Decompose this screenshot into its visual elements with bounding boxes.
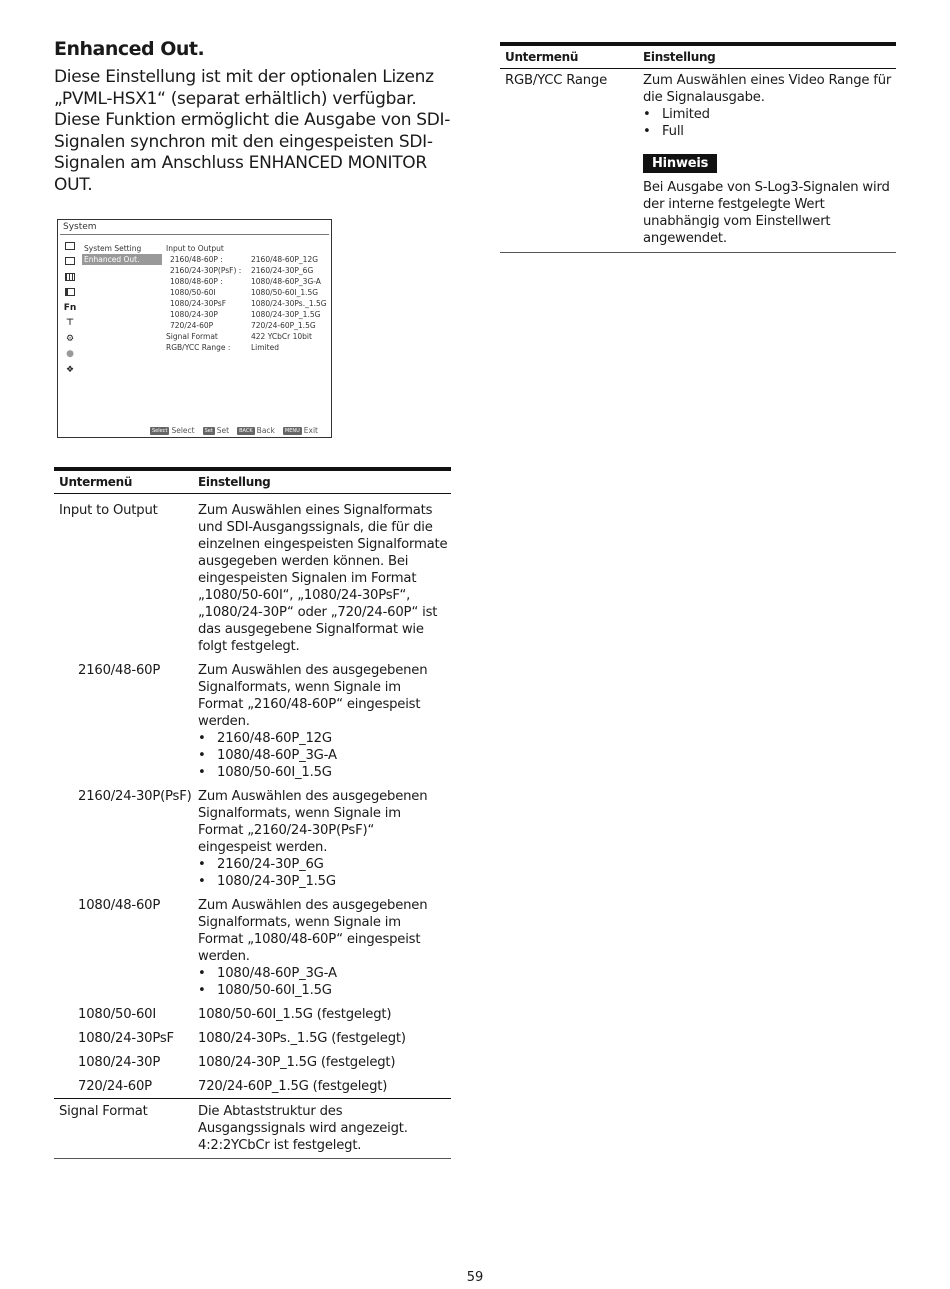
- menu-label: Signal Format: [166, 332, 218, 341]
- settings-table-left: [54, 467, 451, 1159]
- menu-label[interactable]: 2160/24-30P(PsF) :: [170, 266, 242, 275]
- menu-label: 1080/24-30P: [170, 310, 218, 319]
- set-key-icon: Set: [204, 428, 213, 434]
- note-text: Bei Ausgabe von S-Log3-Signalen wird der interne festgelegte Wert unabhängig vom Einstellwert angewendet.: [643, 180, 890, 246]
- row-text: Zum Auswählen des ausgegebenen Signalformats, wenn Signale im Format „2160/24-30P(PsF)“ eingespeist werden.: [198, 789, 428, 855]
- menu-value: 422 YCbCr 10bit: [251, 332, 312, 341]
- menu-value: 1080/24-30Ps._1.5G: [251, 299, 327, 308]
- row-text: 720/24-60P_1.5G (festgelegt): [198, 1079, 388, 1094]
- row-label: 1080/24-30P: [78, 1055, 161, 1070]
- list-item: • Limited: [643, 106, 893, 123]
- table-row: [54, 1023, 451, 1047]
- table-header: [54, 471, 451, 494]
- list-item: • Full: [643, 123, 893, 140]
- row-label: Input to Output: [59, 503, 158, 518]
- list-item: • 1080/50-60I_1.5G: [198, 982, 448, 999]
- menu-divider: [60, 234, 329, 235]
- menu-value: 2160/24-30P_6G: [251, 266, 314, 275]
- footer-hint-exit: MENU Exit: [284, 426, 318, 435]
- image-icon[interactable]: [63, 254, 77, 270]
- row-content: [643, 72, 893, 247]
- list-item: • 1080/50-60I_1.5G: [198, 764, 448, 781]
- function-key-icon[interactable]: Fn: [63, 302, 77, 313]
- menu-value: 2160/48-60P_12G: [251, 255, 319, 264]
- table-row: [54, 1071, 451, 1098]
- menu-key-icon: MENU: [284, 428, 300, 434]
- menu-value: 1080/24-30P_1.5G: [251, 310, 321, 319]
- row-label: 1080/50-60I: [78, 1007, 157, 1022]
- list-item: • 1080/48-60P_3G-A: [198, 965, 448, 982]
- menu-value: 1080/48-60P_3G-A: [251, 277, 321, 286]
- input-icon[interactable]: [63, 285, 77, 301]
- menu-value: 720/24-60P_1.5G: [251, 321, 316, 330]
- row-text: 1080/50-60I_1.5G (festgelegt): [198, 1007, 392, 1022]
- row-content: [198, 788, 448, 890]
- row-label: 1080/48-60P: [78, 898, 161, 913]
- picture-icon[interactable]: [63, 238, 77, 254]
- option-list: [198, 730, 448, 781]
- menu-submenu-list: [82, 243, 162, 265]
- menu-label[interactable]: 1080/48-60P :: [170, 277, 223, 286]
- select-key-icon: Select: [152, 428, 168, 434]
- row-text: Zum Auswählen eines Signalformats und SDI-Ausgangssignals, die für die einzelnen eingespeisten Signalformate ausgegeben werden können. Bei eingespeisten Signalen im Format „1080/50-60I“, „1080/24-30PsF“, „1080/24-30P“ oder „720/24-60P“ ist das ausgegebene Signalformat wie folgt festgelegt.: [198, 503, 448, 654]
- header-setting: Einstellung: [198, 475, 271, 489]
- status-icon[interactable]: ●: [66, 349, 74, 360]
- row-text: 1080/24-30P_1.5G (festgelegt): [198, 1055, 396, 1070]
- menu-label[interactable]: RGB/YCC Range :: [166, 343, 231, 352]
- footer-hint-back: BACK Back: [239, 426, 275, 435]
- menu-label[interactable]: 2160/48-60P :: [170, 255, 223, 264]
- menu-icon-column: [63, 238, 77, 378]
- list-item: • 2160/24-30P_6G: [198, 856, 448, 873]
- menu-value: [251, 243, 327, 254]
- row-label: Signal Format: [59, 1104, 148, 1119]
- menu-value: 1080/50-60I_1.5G: [251, 288, 319, 297]
- menu-submenu-item[interactable]: System Setting: [84, 244, 142, 253]
- row-label: 1080/24-30PsF: [78, 1031, 174, 1046]
- table-row: [54, 999, 451, 1023]
- menu-submenu-item-selected[interactable]: Enhanced Out.: [82, 254, 162, 265]
- menu-label: Input to Output: [166, 244, 224, 253]
- menu-label: 1080/50-60I: [170, 288, 216, 297]
- menu-value-column: [251, 243, 327, 353]
- intro-paragraph: Diese Einstellung ist mit der optionalen Lizenz „PVML-HSX1“ (separat erhältlich) verfügbar. Diese Funktion ermöglicht die Ausgabe von SDI-Signalen synchron mit den eingespeisten SDI-Signalen am Anschluss ENHANCED MONITOR OUT.: [54, 67, 451, 195]
- table-row: [54, 890, 451, 999]
- note-badge: Hinweis: [643, 154, 717, 173]
- header-submenu: Untermenü: [505, 50, 579, 64]
- table-header: [500, 46, 896, 69]
- list-item: • 1080/24-30P_1.5G: [198, 873, 448, 890]
- info-icon[interactable]: ❖: [65, 364, 75, 375]
- footer-hint-set: Set Set: [204, 426, 230, 435]
- menu-title: System: [63, 222, 97, 232]
- option-list: [643, 106, 893, 140]
- row-content: [198, 897, 448, 999]
- table-row: [54, 494, 451, 655]
- back-key-icon: BACK: [239, 428, 253, 434]
- row-label: RGB/YCC Range: [505, 73, 608, 88]
- row-label: 720/24-60P: [78, 1079, 152, 1094]
- table-row: [54, 1047, 451, 1071]
- gear-icon[interactable]: ⚙: [65, 333, 75, 344]
- row-text: 1080/24-30Ps._1.5G (festgelegt): [198, 1031, 406, 1046]
- list-item: • 2160/48-60P_12G: [198, 730, 448, 747]
- row-text: Zum Auswählen eines Video Range für die Signalausgabe.: [643, 73, 892, 105]
- row-text: Zum Auswählen des ausgegebenen Signalformats, wenn Signale im Format „1080/48-60P“ eingespeist werden.: [198, 898, 428, 964]
- menu-value: Limited: [251, 343, 279, 352]
- menu-label-column: [166, 243, 241, 353]
- option-list: [198, 965, 448, 999]
- table-row: [54, 781, 451, 890]
- footer-hint-select: Select Select: [152, 426, 195, 435]
- settings-table-right: [500, 42, 896, 253]
- row-content: [198, 662, 448, 781]
- page-number: 59: [466, 1270, 484, 1285]
- row-label: 2160/24-30P(PsF): [78, 789, 192, 804]
- header-submenu: Untermenü: [59, 475, 133, 489]
- section-title: Enhanced Out.: [54, 38, 205, 60]
- table-row: [54, 655, 451, 781]
- row-label: 2160/48-60P: [78, 663, 161, 678]
- marker-icon[interactable]: ⊤: [65, 318, 75, 329]
- grid-icon[interactable]: [63, 269, 77, 285]
- menu-label: 720/24-60P: [170, 321, 214, 330]
- row-text: Zum Auswählen des ausgegebenen Signalformats, wenn Signale im Format „2160/48-60P“ eingespeist werden.: [198, 663, 428, 729]
- table-row: [54, 1098, 451, 1159]
- list-item: • 1080/48-60P_3G-A: [198, 747, 448, 764]
- row-text: Die Abtaststruktur des Ausgangssignals wird angezeigt. 4:2:2YCbCr ist festgelegt.: [198, 1104, 408, 1153]
- table-row: [500, 69, 896, 253]
- menu-label: 1080/24-30PsF: [170, 299, 227, 308]
- menu-footer-hints: [150, 426, 318, 435]
- header-setting: Einstellung: [643, 50, 716, 64]
- menu-screenshot: [57, 219, 332, 438]
- option-list: [198, 856, 448, 890]
